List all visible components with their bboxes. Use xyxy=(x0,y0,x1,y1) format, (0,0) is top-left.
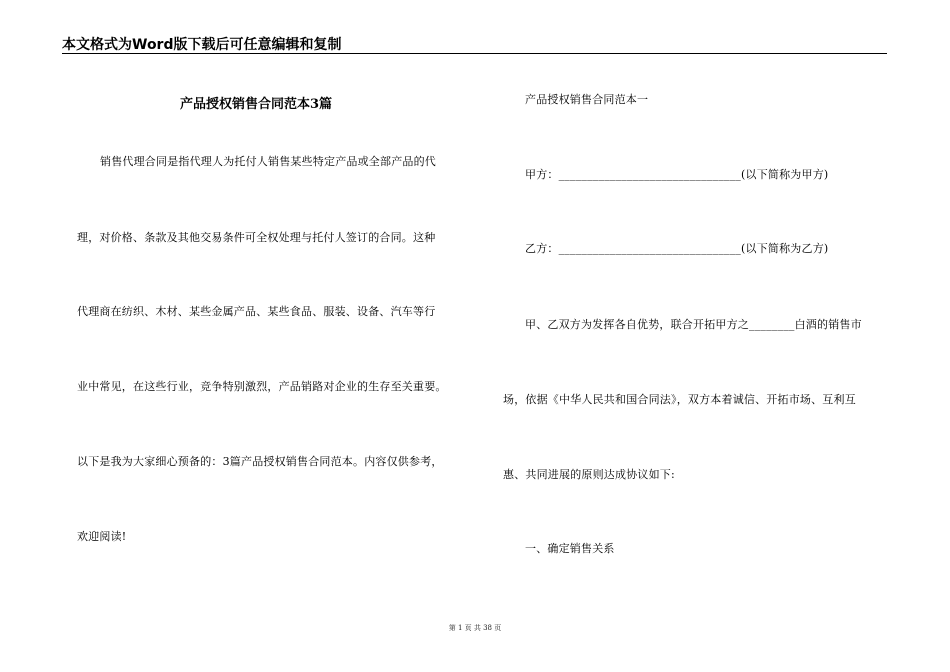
page-footer: 第 1 页 共 38 页 xyxy=(448,624,502,632)
document-title: 产品授权销售合同范本3篇 xyxy=(180,97,333,112)
left-line-6: 欢迎阅读! xyxy=(77,530,127,543)
left-line-1: 销售代理合同是指代理人为托付人销售某些特定产品或全部产品的代 xyxy=(100,155,436,168)
left-line-2: 理，对价格、条款及其他交易条件可全权处理与托付人签订的合同。这种 xyxy=(77,231,436,244)
right-line-6: 惠、共同进展的原则达成协议如下: xyxy=(503,468,675,481)
header-divider xyxy=(62,53,887,54)
left-line-3: 代理商在纺织、木材、某些金属产品、某些食品、服装、设备、汽车等行 xyxy=(77,305,436,318)
right-line-7: 一、确定销售关系 xyxy=(525,542,615,555)
left-line-5: 以下是我为大家细心预备的：3篇产品授权销售合同范本。内容仅供参考， xyxy=(77,455,443,468)
document-header-title: 本文格式为Word版下载后可任意编辑和复制 xyxy=(62,37,342,53)
right-line-5: 场，依据《中华人民共和国合同法》，双方本着诚信、开拓市场、互利互 xyxy=(503,393,856,406)
right-line-3: 乙方：________________________________(以下简称为乙方) xyxy=(525,242,829,255)
left-line-4: 业中常见，在这些行业，竞争特别激烈，产品销路对企业的生存至关重要。 xyxy=(77,380,447,393)
right-line-2: 甲方：________________________________(以下简称为甲方) xyxy=(525,168,829,181)
right-line-4: 甲、乙双方为发挥各自优势，联合开拓甲方之________白酒的销售市 xyxy=(525,318,862,331)
right-line-1: 产品授权销售合同范本一 xyxy=(525,93,649,106)
